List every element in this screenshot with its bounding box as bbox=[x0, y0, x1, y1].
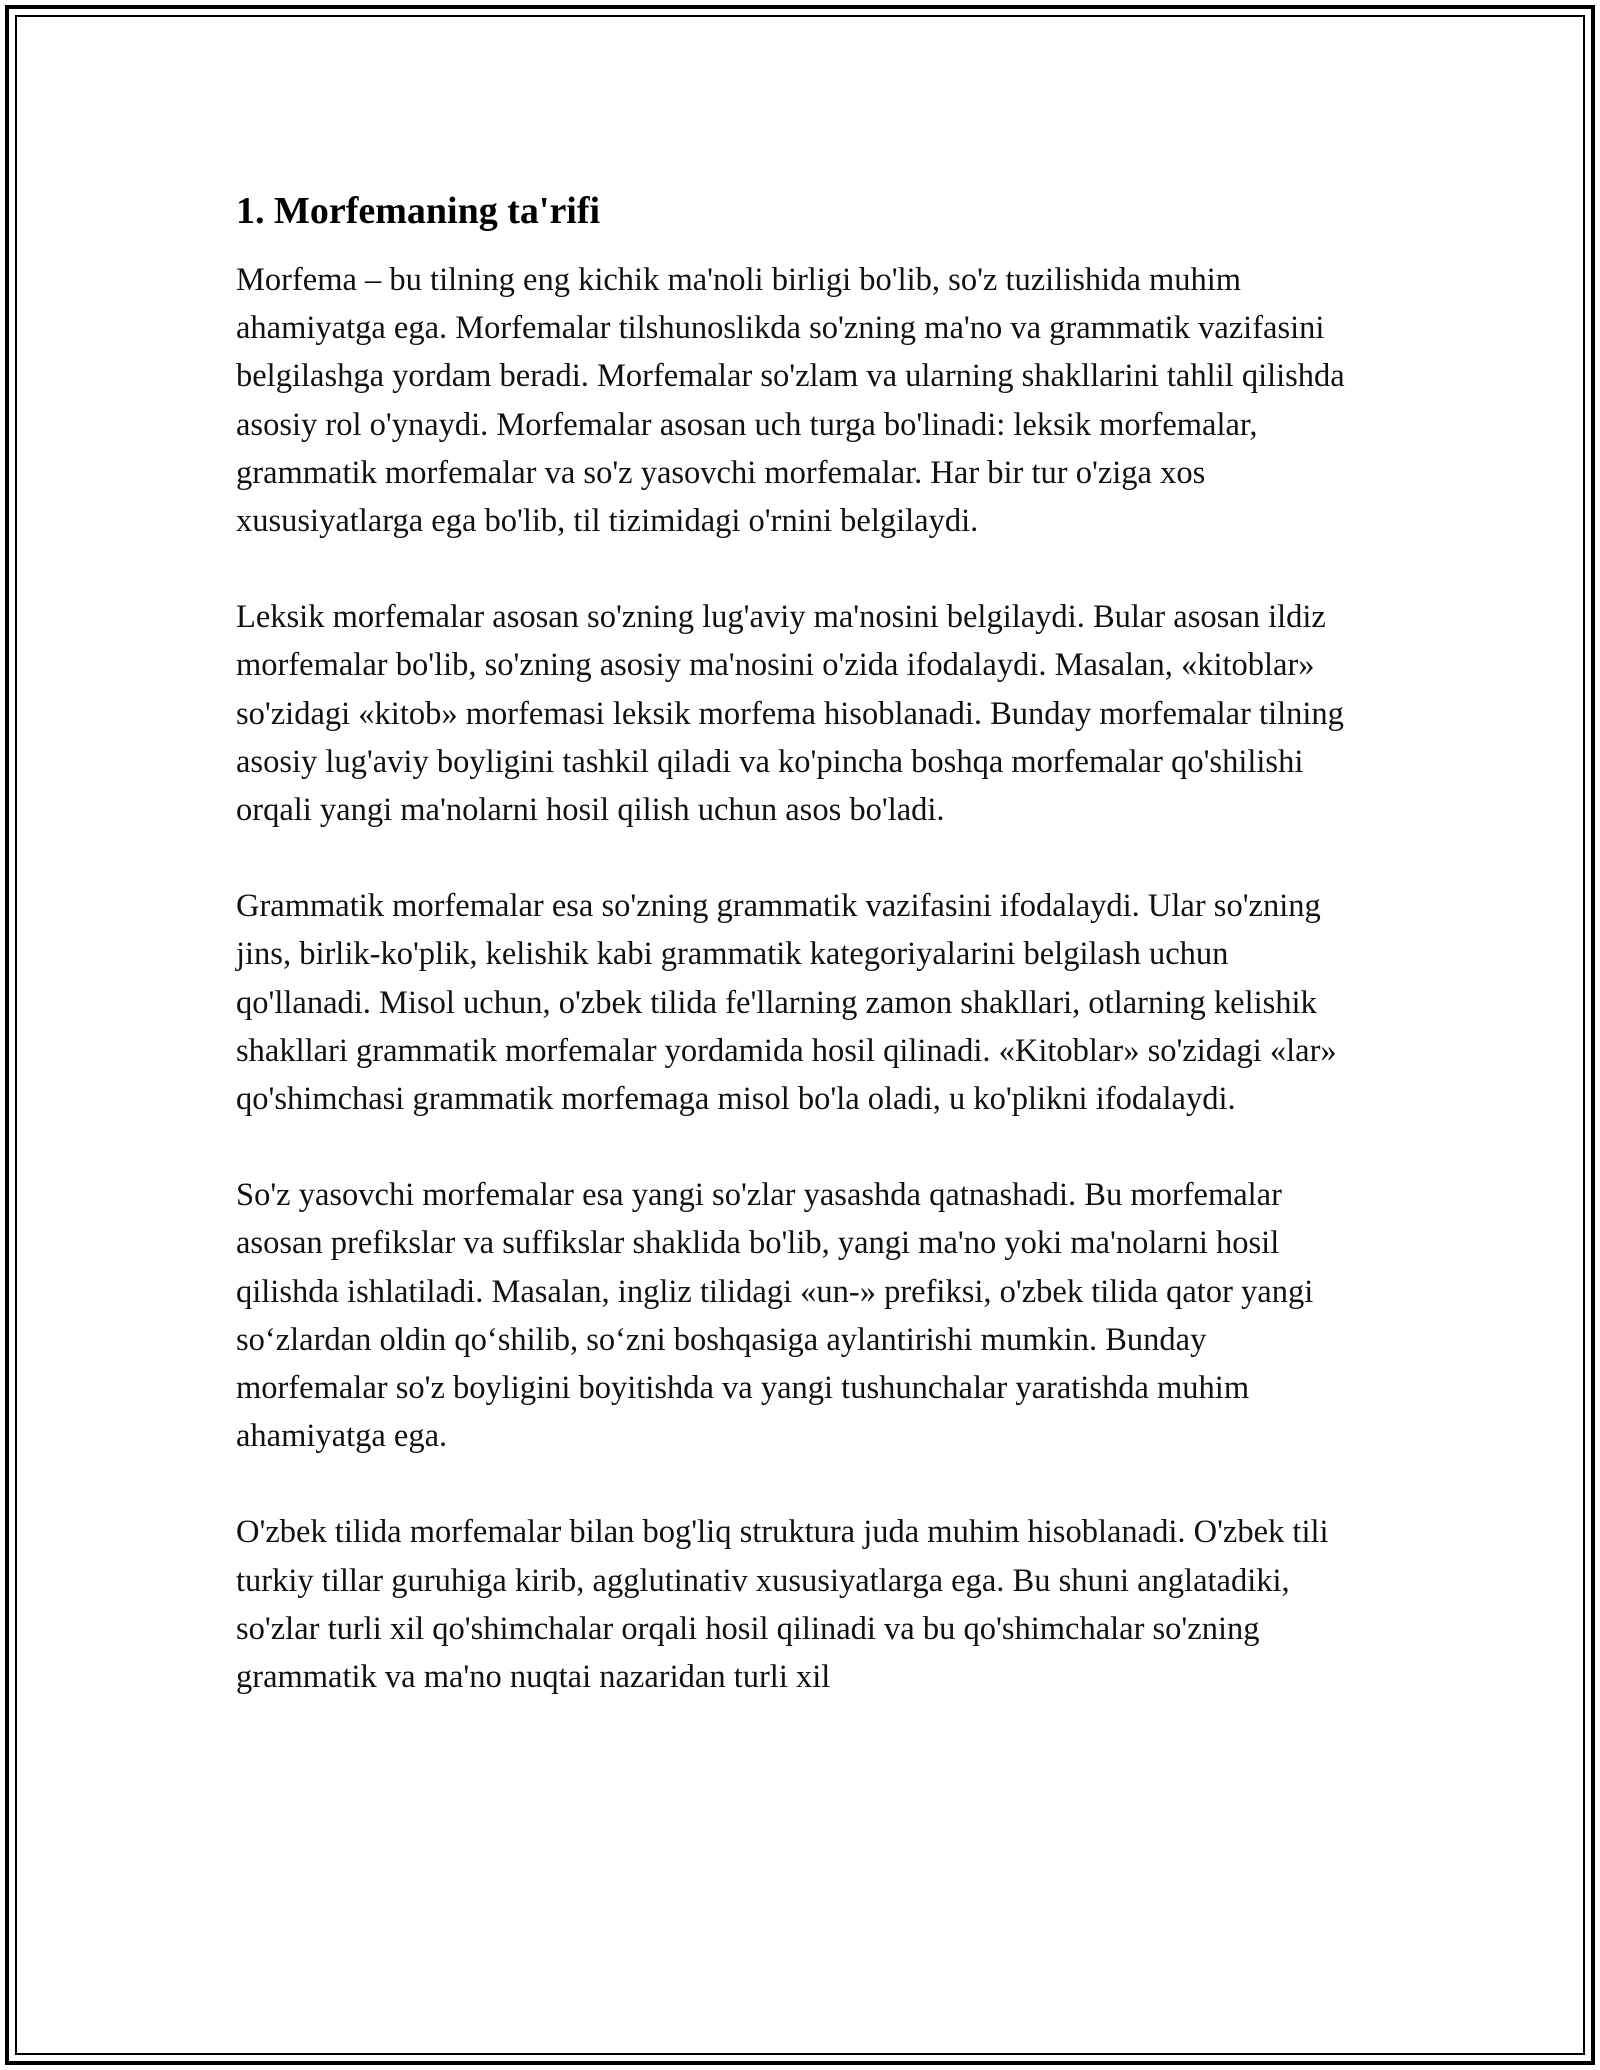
section-heading: 1. Morfemaning ta'rifi bbox=[236, 190, 601, 232]
paragraph-uzbek-structure: O'zbek tilida morfemalar bilan bog'liq struktura juda muhim hisoblanadi. O'zbek tili turkiy tillar guruhiga kirib, agglutinativ xususiyatlarga ega. Bu shuni anglatadiki, so'zlar turli xil qo'shimchalar orqali hosil qilinadi va bu qo'shimchalar so'zning grammatik va ma'no nuqtai nazaridan turli xil bbox=[236, 1514, 1329, 1696]
paragraph-derivational-morphemes: So'z yasovchi morfemalar esa yangi so'zlar yasashda qatnashadi. Bu morfemalar asosan prefikslar va suffikslar shaklida bo'lib, yangi ma'no yoki ma'nolarni hosil qilishda ishlatiladi. Masalan, ingliz tilidagi «un-» prefiksi, o'zbek tilida qator yangi so‘zlardan oldin qo‘shilib, so‘zni boshqasiga aylantirishi mumkin. Bunday morfemalar so'z boyligini boyitishda va yangi tushunchalar yaratishda muhim ahamiyatga ega. bbox=[236, 1177, 1314, 1455]
document-body bbox=[236, 186, 1366, 1701]
paragraph-grammatical-morphemes: Grammatik morfemalar esa so'zning grammatik vazifasini ifodalaydi. Ular so'zning jins, birlik-ko'plik, kelishik kabi grammatik kategoriyalarini belgilash uchun qo'llanadi. Misol uchun, o'zbek tilida fe'llarning zamon shakllari, otlarning kelishik shakllari grammatik morfemalar yordamida hosil qilinadi. «Kitoblar» so'zidagi «lar» qo'shimchasi grammatik morfemaga misol bo'la oladi, u ko'plikni ifodalaydi. bbox=[236, 888, 1337, 1118]
paragraph-definition: Morfema – bu tilning eng kichik ma'noli birligi bo'lib, so'z tuzilishida muhim ahamiyatga ega. Morfemalar tilshunoslikda so'zning ma'no va grammatik vazifasini belgilashga yordam beradi. Morfemalar so'zlam va ularning shakllarini tahlil qilishda asosiy rol o'ynaydi. Morfemalar asosan uch turga bo'linadi: leksik morfemalar, grammatik morfemalar va so'z yasovchi morfemalar. Har bir tur o'ziga xos xususiyatlarga ega bo'lib, til tizimidagi o'rnini belgilaydi. bbox=[236, 262, 1345, 540]
paragraph-lexical-morphemes: Leksik morfemalar asosan so'zning lug'aviy ma'nosini belgilaydi. Bular asosan ildiz morfemalar bo'lib, so'zning asosiy ma'nosini o'zida ifodalaydi. Masalan, «kitoblar» so'zidagi «kitob» morfemasi leksik morfema hisoblanadi. Bunday morfemalar tilning asosiy lug'aviy boyligini tashkil qiladi va ko'pincha boshqa morfemalar qo'shilishi orqali yangi ma'nolarni hosil qilish uchun asos bo'ladi. bbox=[236, 599, 1344, 829]
